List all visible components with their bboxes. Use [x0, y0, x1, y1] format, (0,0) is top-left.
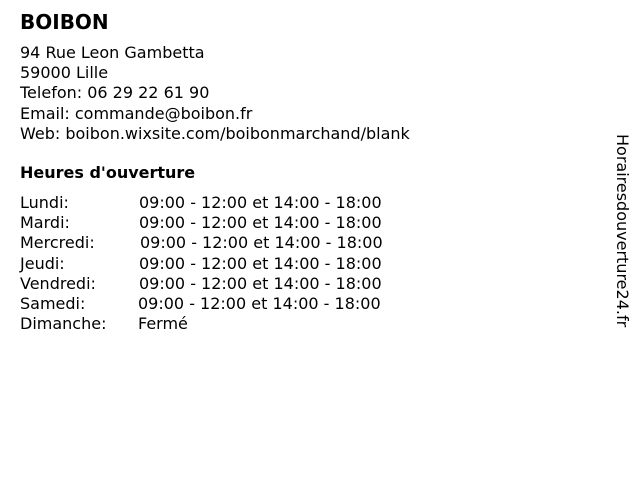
- address-street: 94 Rue Leon Gambetta: [20, 43, 205, 62]
- day-hours: 09:00 - 12:00 et 14:00 - 18:00: [140, 233, 383, 253]
- business-name: BOIBON: [20, 10, 109, 34]
- contact-block: [20, 43, 410, 144]
- day-label: Samedi:: [20, 293, 86, 313]
- day-label: Lundi:: [20, 193, 69, 212]
- phone-line: Telefon: 06 29 22 61 90: [20, 83, 210, 103]
- day-hours: Fermé: [138, 314, 188, 334]
- day-label: Mercredi:: [20, 233, 95, 253]
- day-hours: 09:00 - 12:00 et 14:00 - 18:00: [139, 213, 382, 233]
- day-hours: 09:00 - 12:00 et 14:00 - 18:00: [139, 253, 382, 273]
- watermark-text: Horairesdouverture24.fr: [613, 134, 632, 328]
- day-label: Dimanche:: [20, 314, 107, 334]
- email-line: Email: commande@boibon.fr: [20, 103, 253, 123]
- web-line: Web: boibon.wixsite.com/boibonmarchand/blank: [20, 123, 410, 143]
- watermark: [612, 134, 632, 344]
- address-city: 59000 Lille: [20, 63, 109, 83]
- day-label: Vendredi:: [20, 273, 96, 293]
- day-hours: 09:00 - 12:00 et 14:00 - 18:00: [139, 193, 382, 212]
- day-hours: 09:00 - 12:00 et 14:00 - 18:00: [138, 293, 381, 313]
- hours-heading: Heures d'ouverture: [20, 163, 196, 182]
- day-label: Mardi:: [20, 213, 70, 233]
- day-label: Jeudi:: [20, 253, 65, 273]
- day-hours: 09:00 - 12:00 et 14:00 - 18:00: [139, 273, 382, 293]
